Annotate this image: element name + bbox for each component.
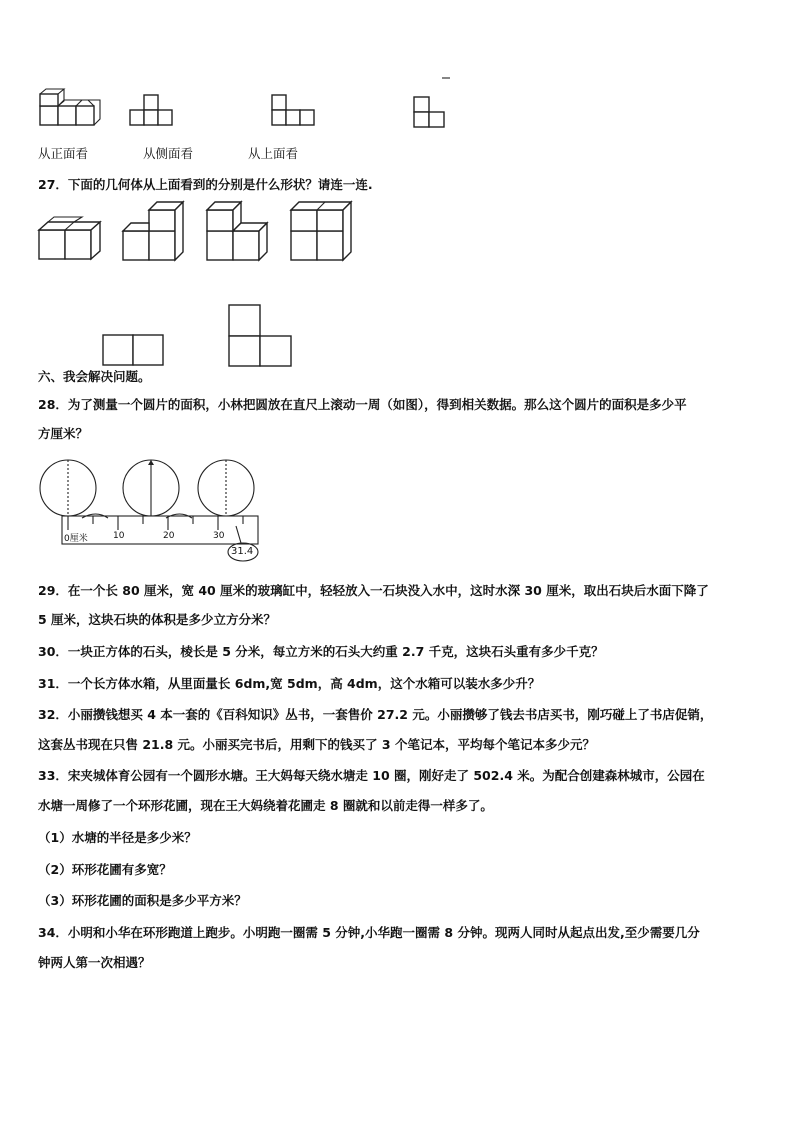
top-shape-l-shape <box>228 304 294 368</box>
solid-figure-3 <box>206 201 268 263</box>
question-32-line1: 32．小丽攒钱想买 4 本一套的《百科知识》丛书，一套售价 27.2 元。小丽攒够了钱去书店买书，刚巧碰上了书店促销， <box>38 707 713 722</box>
view-label-top: 从上面看 <box>248 146 299 161</box>
ruler-label-20: 20 <box>163 531 175 541</box>
top-view-figure-b <box>414 76 454 130</box>
ruler-ticks <box>68 516 243 530</box>
question-32-line2: 这套丛书现在只售 21.8 元。小丽买完书后，用剩下的钱买了 3 个笔记本，平均每个笔记本多少元？ <box>38 737 595 752</box>
question-28-line1: 28．为了测量一个圆片的面积，小林把圆放在直尺上滚动一周（如图），得到相关数据。那么这个圆片的面积是多少平 <box>38 397 687 412</box>
top-shape-two-squares <box>102 334 166 368</box>
question-33-sub1: （1）水塘的半径是多少米？ <box>38 830 197 845</box>
ruler-label-10: 10 <box>113 531 125 541</box>
ruler-label-30: 30 <box>213 531 225 541</box>
question-33-sub2: （2）环形花圃有多宽？ <box>38 862 172 877</box>
question-33-line1: 33．宋夹城体育公园有一个圆形水塘。王大妈每天绕水塘走 10 圈，刚好走了 502.4 米。为配合创建森林城市，公园在 <box>38 768 705 783</box>
front-view-solid-figure <box>38 86 100 128</box>
question-27: 27．下面的几何体从上面看到的分别是什么形状？请连一连. <box>38 177 373 192</box>
view-label-front: 从正面看 <box>38 146 89 161</box>
question-29-line1: 29．在一个长 80 厘米，宽 40 厘米的玻璃缸中，轻轻放入一石块没入水中，这时水深 30 厘米，取出石块后水面下降了 <box>38 583 709 598</box>
question-28-line2: 方厘米？ <box>38 426 89 441</box>
solid-figure-4 <box>290 201 352 263</box>
solid-figure-1 <box>38 214 100 262</box>
question-30: 30．一块正方体的石头，棱长是 5 分米，每立方米的石头大约重 2.7 千克，这块石头重有多少千克？ <box>38 644 604 659</box>
section-6-title: 六、我会解决问题。 <box>38 369 151 384</box>
question-31: 31．一个长方体水箱，从里面量长 6dm,宽 5dm，高 4dm，这个水箱可以装水多少升？ <box>38 676 541 691</box>
view-label-side: 从侧面看 <box>143 146 194 161</box>
ruler-label-0: 0厘米 <box>64 534 88 544</box>
question-34-line1: 34．小明和小华在环形跑道上跑步。小明跑一圈需 5 分钟,小华跑一圈需 8 分钟。现两人同时从起点出发,至少需要几分 <box>38 925 700 940</box>
question-33-line2: 水塘一周修了一个环形花圃，现在王大妈绕着花圃走 8 圈就和以前走得一样多了。 <box>38 798 493 813</box>
side-view-figure <box>130 94 178 128</box>
ruler-reading: 31.4 <box>231 546 254 557</box>
solid-figure-2 <box>122 201 184 263</box>
question-33-sub3: （3）环形花圃的面积是多少平方米？ <box>38 893 247 908</box>
question-29-line2: 5 厘米，这块石块的体积是多少立方分米？ <box>38 612 277 627</box>
top-view-figure-a <box>272 94 320 128</box>
question-34-line2: 钟两人第一次相遇？ <box>38 955 151 970</box>
